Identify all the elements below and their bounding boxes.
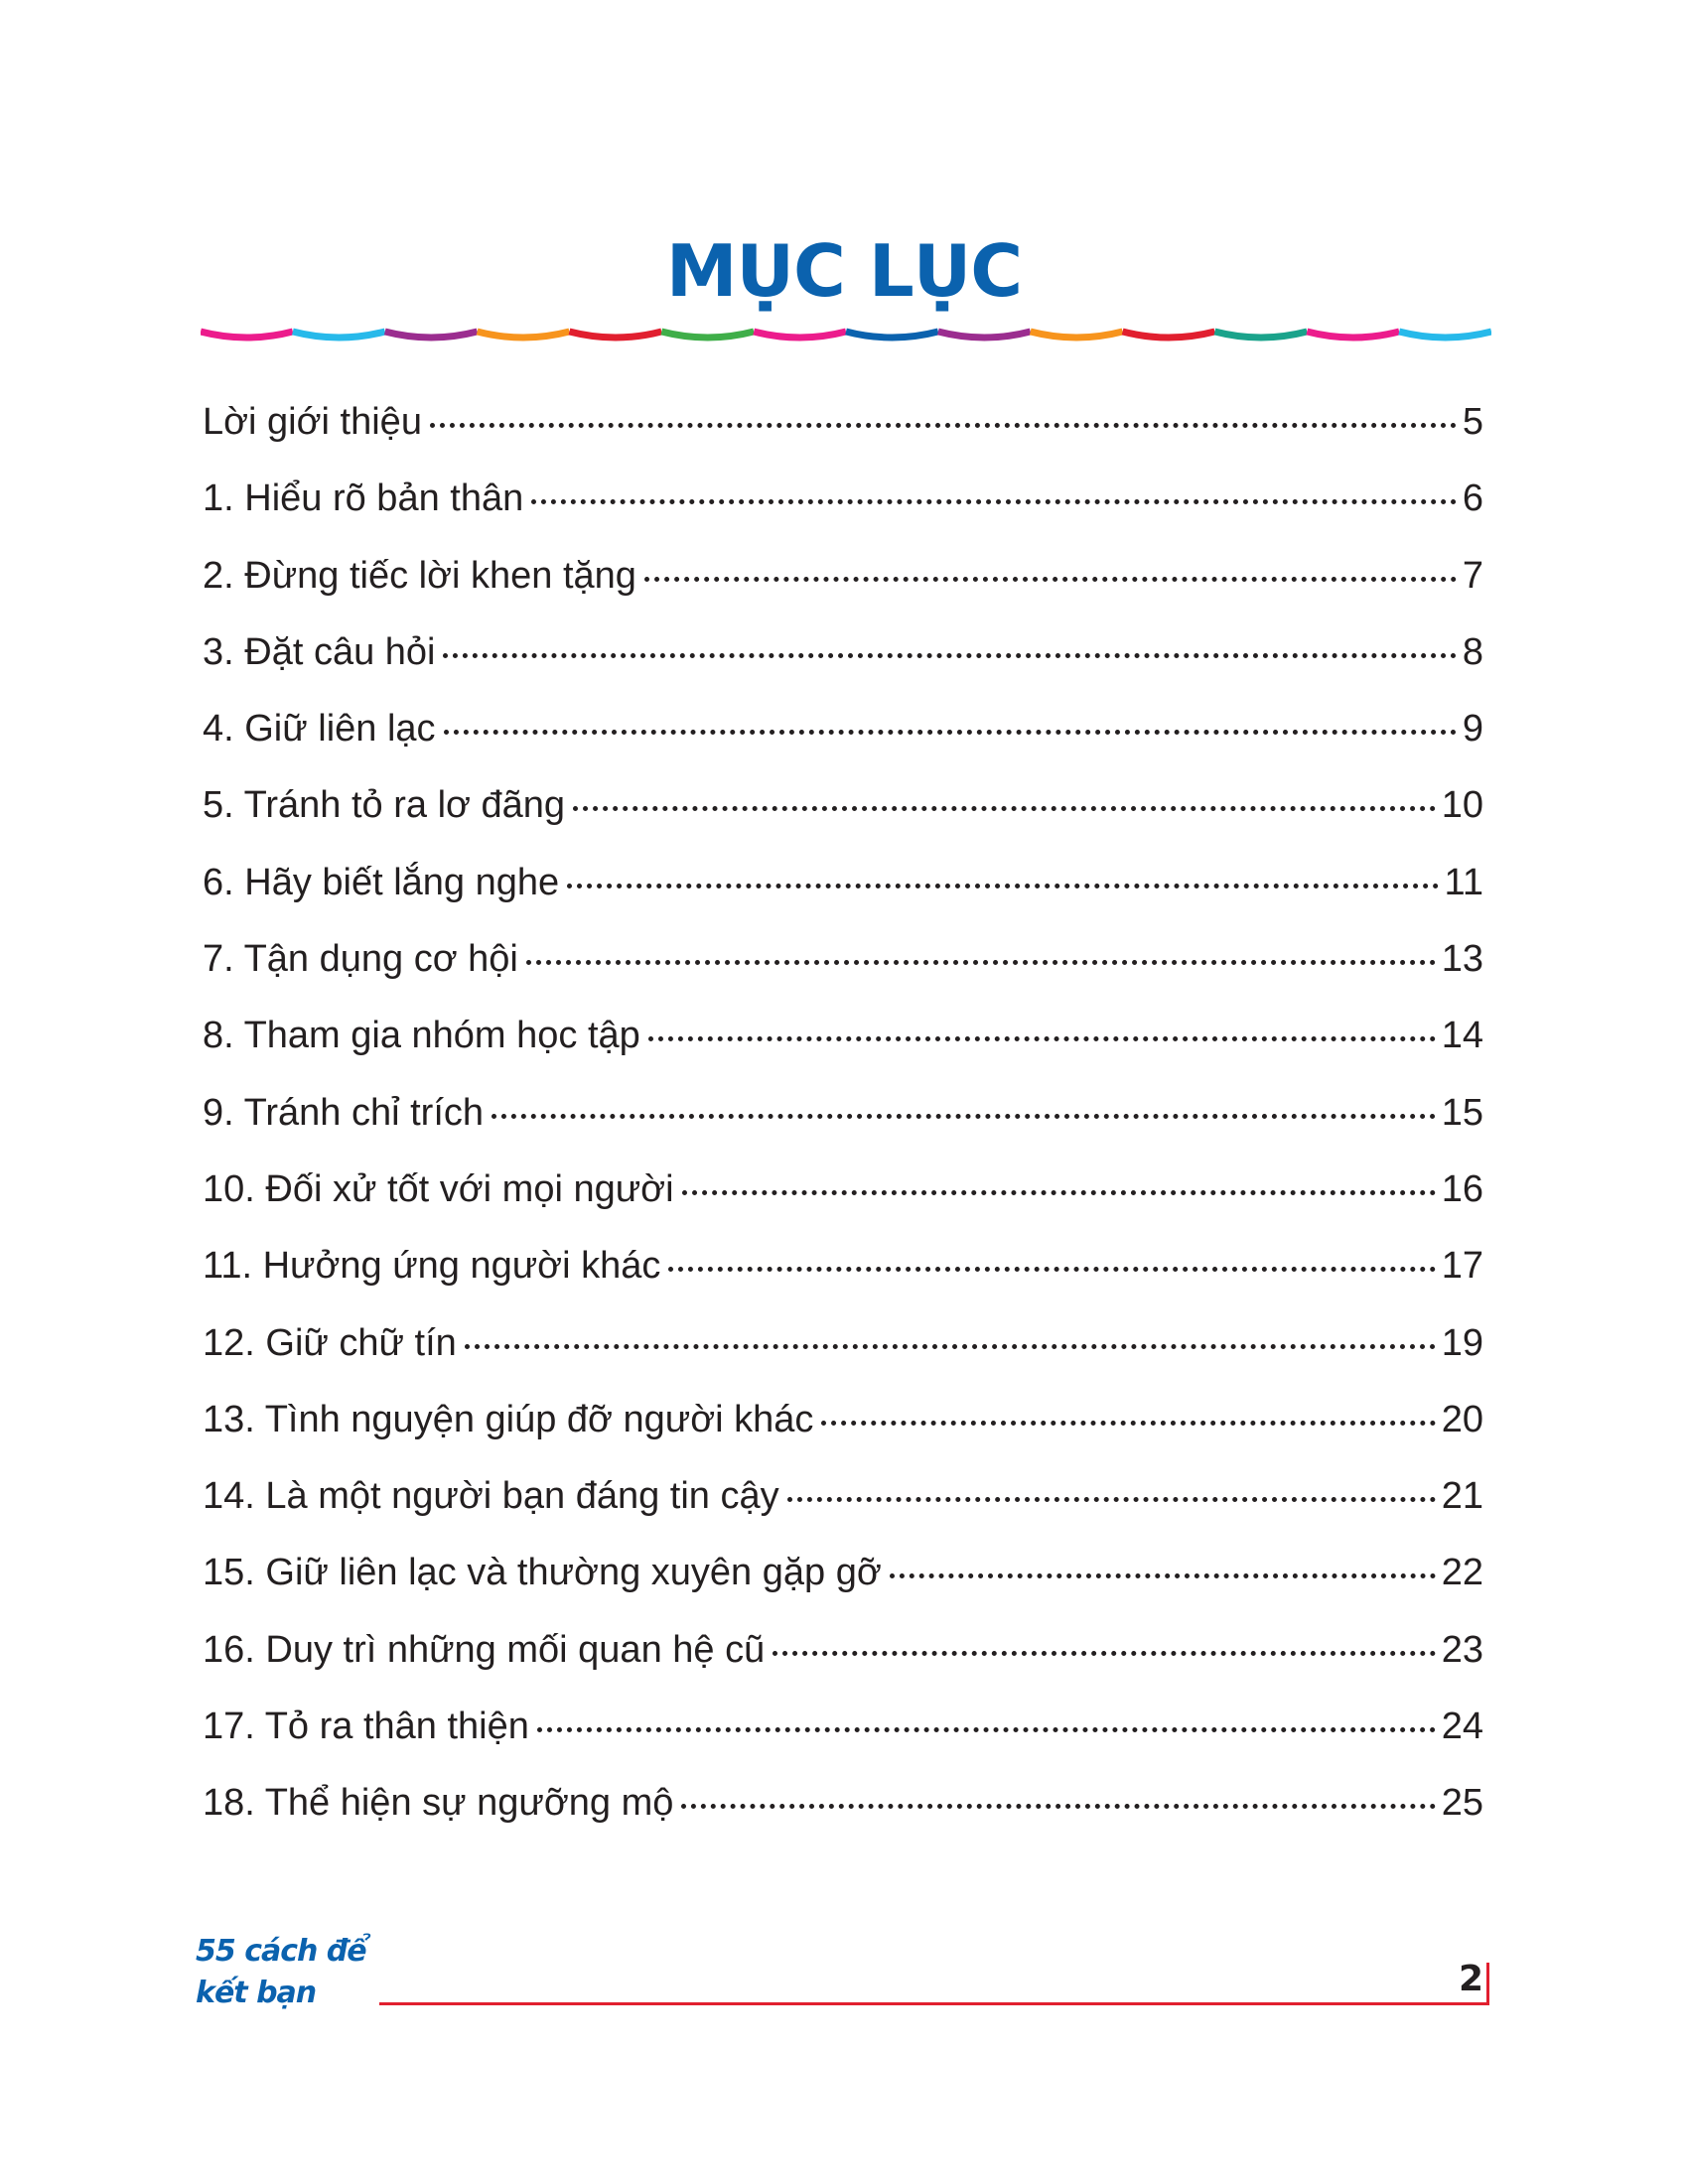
toc-entry-page-number: 16 [1441, 1167, 1483, 1210]
dot-leader [444, 730, 1457, 735]
wave-segment [1123, 332, 1215, 338]
toc-entry-title: 15. Giữ liên lạc và thường xuyên gặp gỡ [203, 1552, 882, 1594]
toc-entry-title: 1. Hiểu rõ bản thân [203, 478, 524, 520]
toc-entry[interactable] [203, 1310, 1483, 1387]
page-number: 2 [1458, 1959, 1483, 1999]
toc-entry[interactable] [203, 1157, 1483, 1233]
toc-entry[interactable] [203, 696, 1483, 772]
toc-entry-page-number: 5 [1462, 401, 1483, 443]
dot-leader [573, 806, 1436, 811]
dot-leader [531, 499, 1457, 504]
toc-entry-title: 16. Duy trì những mối quan hệ cũ [203, 1628, 766, 1671]
wave-segment [938, 332, 1031, 338]
toc-entry-page-number: 7 [1462, 554, 1483, 597]
dot-leader [668, 1267, 1435, 1272]
footer-rule-tick [1486, 1963, 1489, 2005]
toc-entry-title: 13. Tình nguyện giúp đỡ người khác [203, 1398, 814, 1440]
wave-segment [201, 332, 293, 338]
toc-entry-title: 2. Đừng tiếc lời khen tặng [203, 554, 636, 597]
dot-leader [682, 1190, 1436, 1195]
toc-entry-page-number: 11 [1444, 861, 1483, 903]
dot-leader [648, 1036, 1436, 1041]
toc-entry[interactable] [203, 1233, 1483, 1309]
wave-segment [1307, 332, 1399, 338]
dot-leader [492, 1114, 1436, 1119]
toc-entry-title: 5. Tránh tỏ ra lơ đãng [203, 784, 566, 827]
dot-leader [430, 423, 1457, 428]
page-title: MỤC LỤC [665, 229, 1023, 313]
toc-entry-page-number: 10 [1441, 784, 1483, 827]
toc-entry[interactable] [203, 1540, 1483, 1616]
toc-entry-title: 9. Tránh chỉ trích [203, 1091, 485, 1134]
wave-segment [478, 332, 570, 338]
toc-entry[interactable] [203, 1617, 1483, 1694]
dot-leader [465, 1344, 1436, 1349]
footer-book-title-line-2: kết bạn [196, 1976, 317, 2010]
toc-entry-title: 11. Hưởng ứng người khác [203, 1245, 661, 1288]
toc-entry-title: 4. Giữ liên lạc [203, 708, 436, 751]
wave-segment [754, 332, 846, 338]
toc-entry-page-number: 22 [1441, 1552, 1483, 1594]
toc-entry-page-number: 17 [1441, 1245, 1483, 1288]
toc-entry[interactable] [203, 1003, 1483, 1079]
wave-segment [661, 332, 754, 338]
toc-entry-page-number: 13 [1441, 938, 1483, 981]
toc-entry-page-number: 19 [1441, 1321, 1483, 1364]
toc-entry[interactable] [203, 772, 1483, 849]
dot-leader [443, 653, 1456, 658]
wave-segment [1214, 332, 1307, 338]
dot-leader [644, 577, 1457, 582]
toc-entry[interactable] [203, 1387, 1483, 1463]
toc-entry-title: 10. Đối xử tốt với mọi người [203, 1167, 674, 1210]
toc-entry-page-number: 21 [1441, 1475, 1483, 1518]
toc-entry[interactable] [203, 850, 1483, 926]
dot-leader [537, 1727, 1436, 1732]
wave-segment [1399, 332, 1491, 338]
toc-entry-title: 17. Tỏ ra thân thiện [203, 1706, 529, 1748]
toc-entry-title: 12. Giữ chữ tín [203, 1321, 457, 1364]
toc-entry[interactable] [203, 1770, 1483, 1846]
toc-entry[interactable] [203, 466, 1483, 542]
wave-segment [385, 332, 478, 338]
dot-leader [821, 1421, 1435, 1426]
toc-entry-page-number: 24 [1441, 1706, 1483, 1748]
toc-entry[interactable] [203, 1694, 1483, 1770]
toc-entry-title: 18. Thể hiện sự ngưỡng mộ [203, 1782, 674, 1825]
toc-entry-page-number: 25 [1441, 1782, 1483, 1825]
toc-entry[interactable] [203, 619, 1483, 696]
toc-entry-page-number: 9 [1462, 708, 1483, 751]
toc-entry-title: 3. Đặt câu hỏi [203, 630, 436, 673]
dot-leader [681, 1804, 1435, 1809]
toc-entry[interactable] [203, 543, 1483, 619]
dot-leader [890, 1573, 1436, 1578]
toc-entry-title: 6. Hãy biết lắng nghe [203, 861, 560, 903]
dot-leader [773, 1651, 1436, 1656]
wave-segment [846, 332, 938, 338]
toc-entry-page-number: 14 [1441, 1015, 1483, 1057]
toc-entry-page-number: 23 [1441, 1628, 1483, 1671]
toc-entry[interactable] [203, 389, 1483, 466]
table-of-contents [203, 389, 1483, 1847]
dot-leader [787, 1497, 1436, 1502]
toc-entry-title: Lời giới thiệu [203, 401, 422, 443]
footer-book-title-line-1: 55 cách để [196, 1934, 366, 1969]
wave-segment [1031, 332, 1123, 338]
wave-segment [569, 332, 661, 338]
toc-entry[interactable] [203, 1463, 1483, 1540]
toc-entry-title: 14. Là một người bạn đáng tin cậy [203, 1475, 779, 1518]
toc-entry[interactable] [203, 926, 1483, 1003]
toc-entry-page-number: 15 [1441, 1091, 1483, 1134]
toc-entry-page-number: 20 [1441, 1398, 1483, 1440]
footer-book-title [196, 1931, 366, 2014]
toc-entry-page-number: 6 [1462, 478, 1483, 520]
toc-entry-page-number: 8 [1462, 630, 1483, 673]
dot-leader [526, 960, 1436, 965]
dot-leader [567, 884, 1438, 888]
toc-entry-title: 7. Tận dụng cơ hội [203, 938, 518, 981]
wave-segment [293, 332, 385, 338]
rainbow-wave-divider [201, 326, 1491, 347]
toc-entry[interactable] [203, 1080, 1483, 1157]
toc-entry-title: 8. Tham gia nhóm học tập [203, 1015, 640, 1057]
footer-rule [379, 2002, 1489, 2005]
